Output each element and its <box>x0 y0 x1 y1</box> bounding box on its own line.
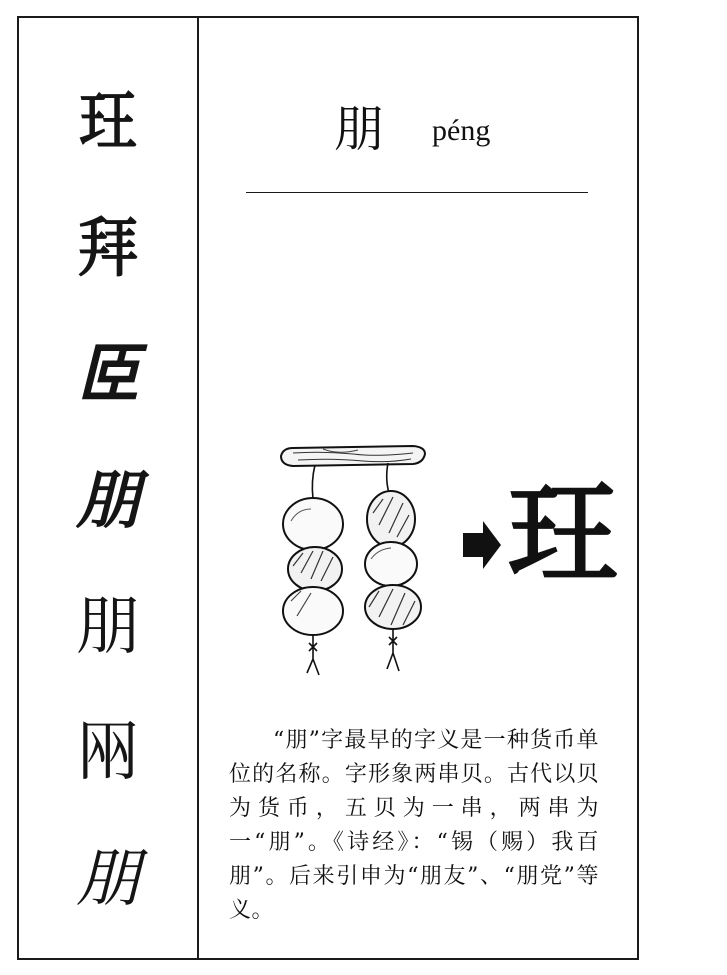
oracle-glyph-result: 玨 <box>508 470 618 599</box>
script-evolution-list <box>17 85 199 916</box>
wooden-rod <box>281 446 425 466</box>
character-description: “朋”字最早的字义是一种货币单位的名称。字形象两串贝。古代以贝为货币，五贝为一串，两串为一“朋”。《诗经》：“锡（赐）我百朋”。后来引申为“朋友”、“朋党”等义。 <box>229 728 599 923</box>
script-form-regular: 朋 <box>76 590 140 664</box>
script-form-running: 㒳 <box>76 716 140 790</box>
script-form-clerical: 朋 <box>76 463 140 538</box>
arrow-right-icon <box>463 521 501 569</box>
script-evolution-panel <box>17 16 199 960</box>
right-shell-string <box>365 463 421 671</box>
script-form-bronze: 拜 <box>77 211 139 286</box>
left-shell-string <box>283 465 343 675</box>
script-form-oracle: 玨 <box>79 85 137 160</box>
pinyin-reading: péng <box>432 114 491 147</box>
script-form-cursive: 朋 <box>76 842 140 916</box>
headword-character: 朋 <box>334 100 384 158</box>
header-divider <box>246 192 588 193</box>
entry-header <box>239 100 599 174</box>
script-form-seal: 𦣞 <box>76 337 140 412</box>
